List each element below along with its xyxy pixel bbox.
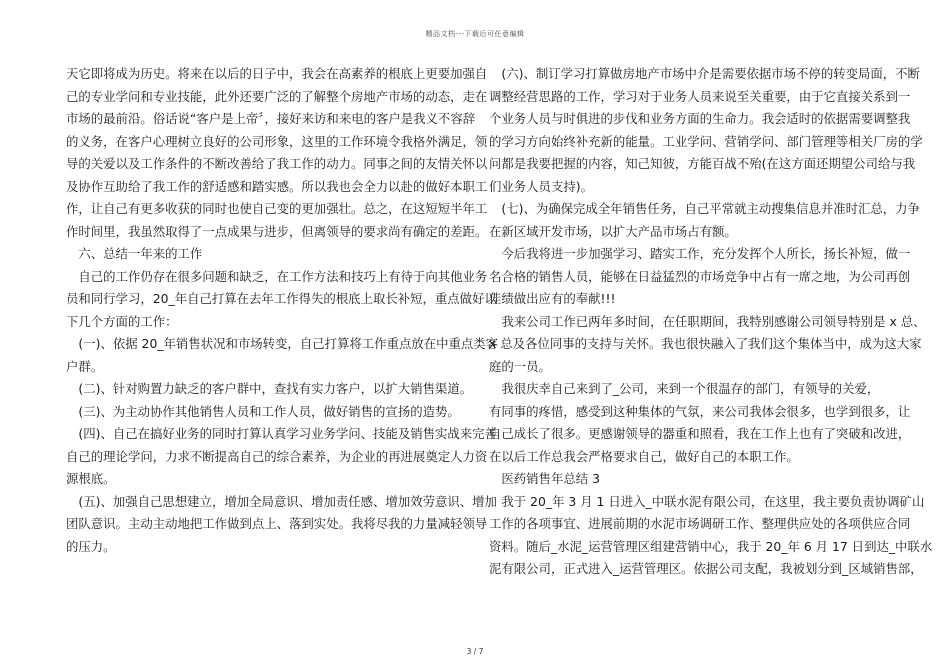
text-line: 六、总结一年来的工作 bbox=[66, 246, 203, 261]
text-line: 庭的一员。 bbox=[489, 358, 551, 374]
text-line: 医药销售年总结 3 bbox=[489, 471, 600, 486]
text-line: 户群。 bbox=[66, 358, 104, 374]
text-line: (二)、针对购置力缺乏的客户群中，查找有实力客户，以扩大销售渠道。 bbox=[66, 381, 473, 396]
text-line: 调整经营思路的工作，学习对于业务人员来说至关重要，由于它直接关系到一 bbox=[489, 88, 911, 104]
text-line: 的压力。 bbox=[66, 538, 116, 554]
text-line: (五)、加强自己思想建立，增加全局意识、增加责任感、增加效劳意识、增加 bbox=[66, 493, 497, 509]
text-line: (六)、制订学习打算做房地产市场中介是需要依据市场不停的转变局面，不断 bbox=[489, 66, 920, 81]
text-line: 泥有限公司，正式进入_运营管理区。依据公司支配，我被划分到_区域销售部， bbox=[489, 561, 923, 576]
text-line: 源根底。 bbox=[66, 471, 116, 486]
text-line: 在新区域开发市场，以扩大产品市场占有额。 bbox=[489, 223, 737, 239]
text-line: 有同事的疼惜，感受到这种集体的气氛，来公司我体会很多，也学到很多，让 bbox=[489, 403, 911, 419]
text-line: 天它即将成为历史。将来在以后的日子中，我会在高素养的根底上更要加强自 bbox=[66, 66, 488, 81]
text-line: x 总及各位同事的支持与关怀。我也很快融入了我们这个集体当中，成为这大家 bbox=[489, 336, 922, 351]
text-line: 自己成长了很多。更感谢领导的器重和照看，我在工作上也有了突破和改进， bbox=[489, 426, 911, 441]
text-line: 我来公司工作已两年多时间，在任职期间，我特别感谢公司领导特别是 x 总、 bbox=[489, 313, 926, 329]
text-line: 作，让自己有更多收获的同时也使自己变的更加强壮。总之，在这短短半年工 bbox=[66, 201, 488, 216]
text-line: 自己的工作仍存在很多问题和缺乏，在工作方法和技巧上有待于向其他业务 bbox=[66, 268, 488, 284]
text-line: (一)、依据 20_年销售状况和市场转变，自己打算将工作重点放在中重点类客 bbox=[66, 336, 499, 351]
text-line: 佳绩做出应有的奉献!!! bbox=[489, 291, 616, 306]
text-line: (三)、为主动协作其他销售人员和工作人员，做好销售的宣扬的造势。 bbox=[66, 403, 460, 419]
text-line: 导的关爱以及工作条件的不断改善给了我工作的动力。同事之间的友情关怀以 bbox=[66, 156, 488, 171]
text-line: 团队意识。主动主动地把工作做到点上、落到实处。我将尽我的力量减轻领导 bbox=[66, 516, 488, 531]
text-line: 自己的理论学问，力求不断提高自己的综合素养，为企业的再进展奠定人力资 bbox=[66, 448, 488, 464]
text-line: 我于 20_年 3 月 1 日进入_中联水泥有限公司，在这里，我主要负责协调矿山 bbox=[489, 493, 925, 509]
page-header: 精品文档---下载后可任意编辑 bbox=[425, 30, 525, 38]
text-line: 个业务人员与时俱进的步伐和业务方面的生命力。我会适时的依据需要调整我 bbox=[489, 111, 911, 126]
text-line: (四)、自己在搞好业务的同时打算认真学习业务学问、技能及销售实战来完善 bbox=[66, 426, 497, 441]
text-line: 员和同行学习，20_年自己打算在去年工作得失的根底上取长补短，重点做好以 bbox=[66, 291, 497, 306]
text-line: 在以后工作总我会严格要求自己，做好自己的本职工作。 bbox=[489, 448, 799, 464]
text-line: 的义务，在客户心理树立良好的公司形象，这里的工作环境令我格外满足，领 bbox=[66, 133, 488, 149]
text-line: 及协作互助给了我工作的舒适感和踏实感。所以我也会全力以赴的做好本职工 bbox=[66, 178, 488, 194]
text-line: (七)、为确保完成全年销售任务，自己平常就主动搜集信息并准时汇总，力争 bbox=[489, 201, 920, 216]
right-column bbox=[489, 63, 933, 581]
text-line: 作时间里，我虽然取得了一点成果与进步，但离领导的要求尚有确定的差距。 bbox=[66, 223, 488, 239]
text-line: 的学习方向始终补充新的能量。工业学问、营销学问、部门管理等相关厂房的学 bbox=[489, 133, 923, 149]
text-line: 们业务人员支持)。 bbox=[489, 178, 593, 194]
text-line: 资料。随后_水泥_运营管理区组建营销中心，我于 20_年 6 月 17 日到达_中联水 bbox=[489, 538, 933, 554]
left-column bbox=[66, 63, 499, 558]
page-number: 3 / 7 bbox=[466, 647, 484, 656]
text-line: 市场的最前沿。俗话说“客户是上帝〞，接好来访和来电的客户是我义不容辞 bbox=[66, 111, 476, 126]
text-line: 己的专业学问和专业技能，此外还要广泛的了解整个房地产市场的动态，走在 bbox=[66, 88, 488, 104]
text-line: 问都是我要把握的内容，知己知彼，方能百战不殆(在这方面还期望公司给与我 bbox=[489, 156, 916, 171]
text-line: 工作的各项事宜、进展前期的水泥市场调研工作、整理供应处的各项供应合同 bbox=[489, 516, 911, 531]
text-line: 今后我将进一步加强学习、踏实工作，充分发挥个人所长，扬长补短，做一 bbox=[489, 246, 911, 261]
text-line: 名合格的销售人员，能够在日益猛烈的市场竞争中占有一席之地，为公司再创 bbox=[489, 268, 911, 284]
text-line: 下几个方面的工作： bbox=[66, 313, 178, 329]
text-line: 我很庆幸自己来到了_公司，来到一个很温存的部门，有领导的关爱， bbox=[489, 381, 880, 396]
